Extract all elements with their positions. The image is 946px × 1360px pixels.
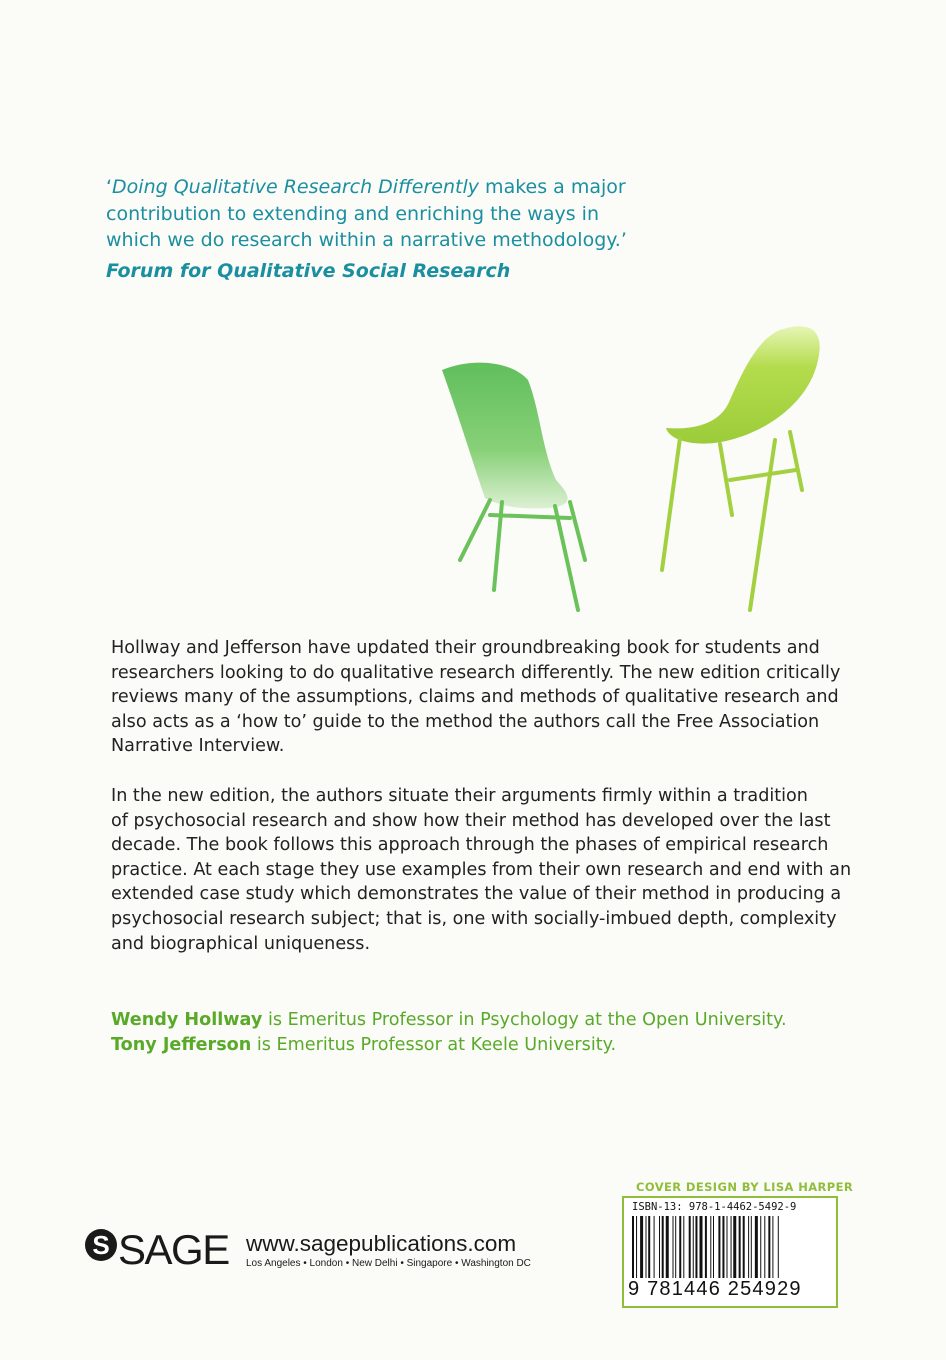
isbn-label: ISBN-13: 978-1-4462-5492-9 [632,1201,797,1213]
text-line: and biographical uniqueness. [111,933,371,954]
review-quote [106,174,646,284]
sage-logo-icon [84,1228,118,1262]
author-bio-text: is Emeritus Professor in Psychology at the Open University. [262,1010,787,1030]
quote-line-1: ‘Doing Qualitative Research Differently makes a major [106,176,626,198]
author-bios [111,1008,841,1058]
text-line: also acts as a ‘how to’ guide to the method the authors call the Free Association [111,711,820,732]
quote-source: Forum for Qualitative Social Research [106,259,511,282]
text-line: Narrative Interview. [111,736,285,757]
author-bio-text: is Emeritus Professor at Keele University. [251,1035,617,1055]
left-chair [442,363,585,610]
text-line: researchers looking to do qualitative research differently. The new edition critically [111,662,841,683]
isbn-barcode [622,1196,838,1308]
publisher-cities: Los Angeles • London • New Delhi • Singapore • Washington DC [246,1258,531,1269]
text-line: reviews many of the assumptions, claims and methods of qualitative research and [111,687,839,708]
text-line: Hollway and Jefferson have updated their groundbreaking book for students and [111,638,820,658]
text-line: In the new edition, the authors situate their arguments firmly within a tradition [111,785,808,806]
author-name: Tony Jefferson [111,1035,252,1055]
right-chair [662,326,820,610]
book-description [111,636,852,981]
author-name: Wendy Hollway [111,1010,263,1030]
author-bio-hollway [111,1008,841,1033]
description-paragraph-2 [111,784,852,956]
publisher-url[interactable]: www.sagepublications.com [246,1231,517,1256]
sage-wordmark: SAGE [118,1226,229,1273]
isbn-digits: 9 781446 254929 [628,1278,802,1300]
cover-design-credit: COVER DESIGN BY LISA HARPER [636,1180,854,1194]
quote-line-2: contribution to extending and enriching the ways in [106,202,599,225]
book-title-italic: Doing Qualitative Research Differently [112,176,480,198]
text-line: extended case study which demonstrates the value of their method in producing a [111,884,842,905]
chairs-illustration [430,320,850,620]
text-line: decade. The book follows this approach through the phases of empirical research [111,835,829,856]
barcode-bars [632,1216,828,1280]
author-bio-jefferson [111,1033,841,1058]
svg-text:S: S [92,1230,110,1260]
text-line: of psychosocial research and show how their method has developed over the last [111,810,831,831]
text-line: practice. At each stage they use examples from their own research and end with an [111,859,852,880]
quote-line-3: which we do research within a narrative methodology.’ [106,229,627,251]
text-line: psychosocial research subject; that is, one with socially-imbued depth, complexity [111,908,837,929]
description-paragraph-1 [111,636,841,759]
